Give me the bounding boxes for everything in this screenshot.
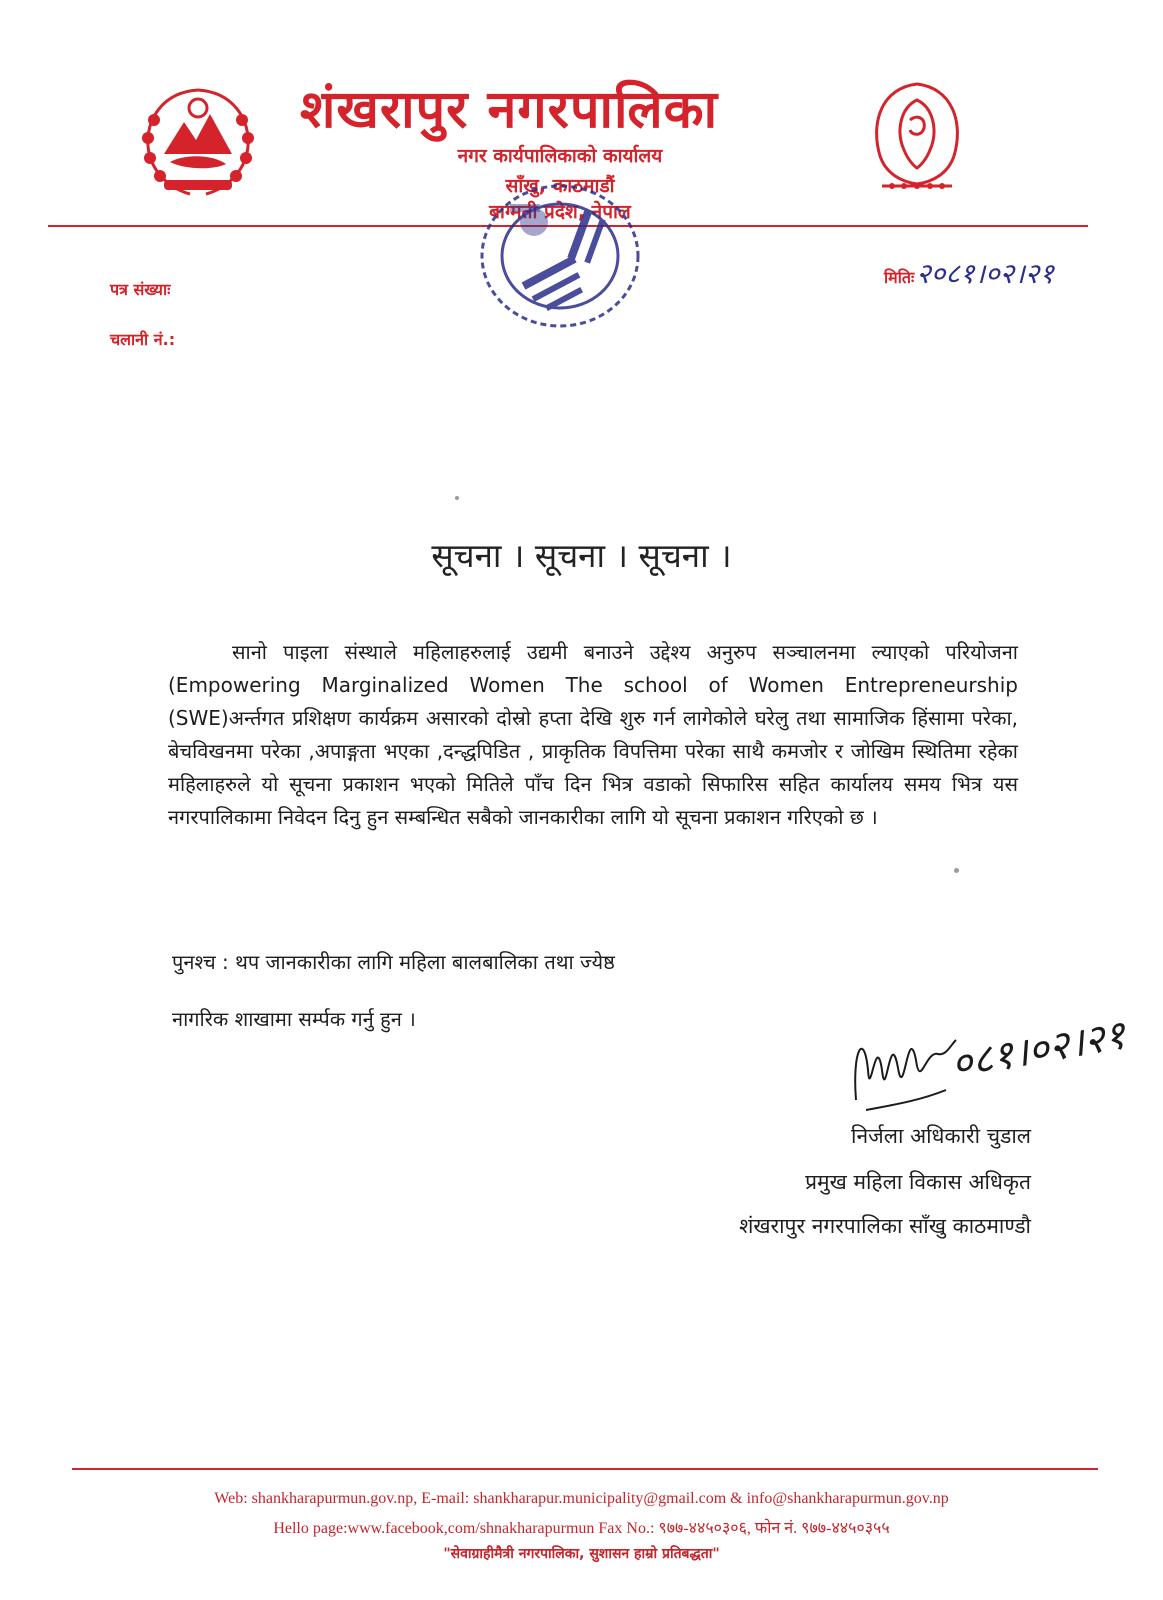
nepal-emblem-logo xyxy=(134,84,262,202)
conch-shell-logo xyxy=(862,78,972,194)
reference-number-label: पत्र संख्याः xyxy=(110,280,171,299)
signer-name: निर्जला अधिकारी चुडाल xyxy=(851,1124,1031,1148)
handwritten-date: ०८१।०२।२१ xyxy=(947,1012,1130,1088)
date-value: २०८१।०२।२१ xyxy=(916,257,1054,290)
postscript-line-1: पुनश्च : थप जानकारीका लागि महिला बालबालिका तथा ज्येष्ठ xyxy=(172,950,615,974)
notice-heading: सूचना । सूचना । सूचना । xyxy=(431,536,732,575)
place-subtitle: साँखु, काठमाडौं xyxy=(505,175,615,197)
notice-body: सानो पाइला संस्थाले महिलाहरुलाई उद्यमी बनाउने उद्देश्य अनुरुप सञ्चालनमा ल्याएको परियोजना (Empowering Marginalized Women The school of Women Entrepreneurship (SWE)अर्न्तगत प्रशिक्षण कार्यक्रम असारको दोस्रो हप्ता देखि शुरु गर्न लागेकोले घरेलु तथा सामाजिक हिंसामा परेका, बेचविखनमा परेका ,अपाङ्गता भएका ,दन्द्धपिडित , प्राकृतिक विपत्तिमा परेका साथै कमजोर र जोखिम स्थितिमा रहेका महिलाहरुले यो सूचना प्रकाशन भएको मितिले पाँच दिन भित्र वडाको सिफारिस सहित कार्यालय समय भित्र यस नगरपालिकामा निवेदन दिनु हुन सम्बन्धित सबैको जानकारीका लागि यो सूचना प्रकाशन गरिएको छ । xyxy=(168,640,1018,829)
office-subtitle: नगर कार्यपालिकाको कार्यालय xyxy=(457,145,663,167)
postscript-line-2: नागरिक शाखामा सर्म्पक गर्नु हुन । xyxy=(172,1007,416,1031)
date-block xyxy=(884,254,1054,292)
dispatch-number-label: चलानी नं.: xyxy=(110,330,176,349)
office-stamp xyxy=(470,168,650,338)
footer-contact-facebook-fax: Hello page:www.facebook,com/shnakharapurmun Fax No.: ९७७-४४५०३०६, फोन नं. ९७७-४४५०३५५ xyxy=(273,1520,890,1537)
province-subtitle: बाग्मती प्रदेश, नेपाल xyxy=(489,201,631,223)
footer-slogan: "सेवाग्राहीमैत्री नगरपालिका, सुशासन हाम्रो प्रतिबद्धता" xyxy=(443,1546,720,1562)
scan-speck xyxy=(455,496,459,500)
signer-office: शंखरापुर नगरपालिका साँखु काठमाण्डौ xyxy=(739,1214,1031,1238)
handwritten-signature xyxy=(846,1010,966,1120)
municipality-title: शंखरापुर नगरपालिका xyxy=(300,80,719,140)
footer-contact-web-email: Web: shankharapurmun.gov.np, E-mail: shankharapur.municipality@gmail.com & info@shankharapurmun.gov.np xyxy=(214,1490,949,1507)
signer-designation: प्रमुख महिला विकास अधिकृत xyxy=(805,1170,1031,1194)
footer-divider xyxy=(72,1468,1098,1470)
date-label: मितिः xyxy=(884,268,915,287)
scan-speck xyxy=(954,868,959,873)
